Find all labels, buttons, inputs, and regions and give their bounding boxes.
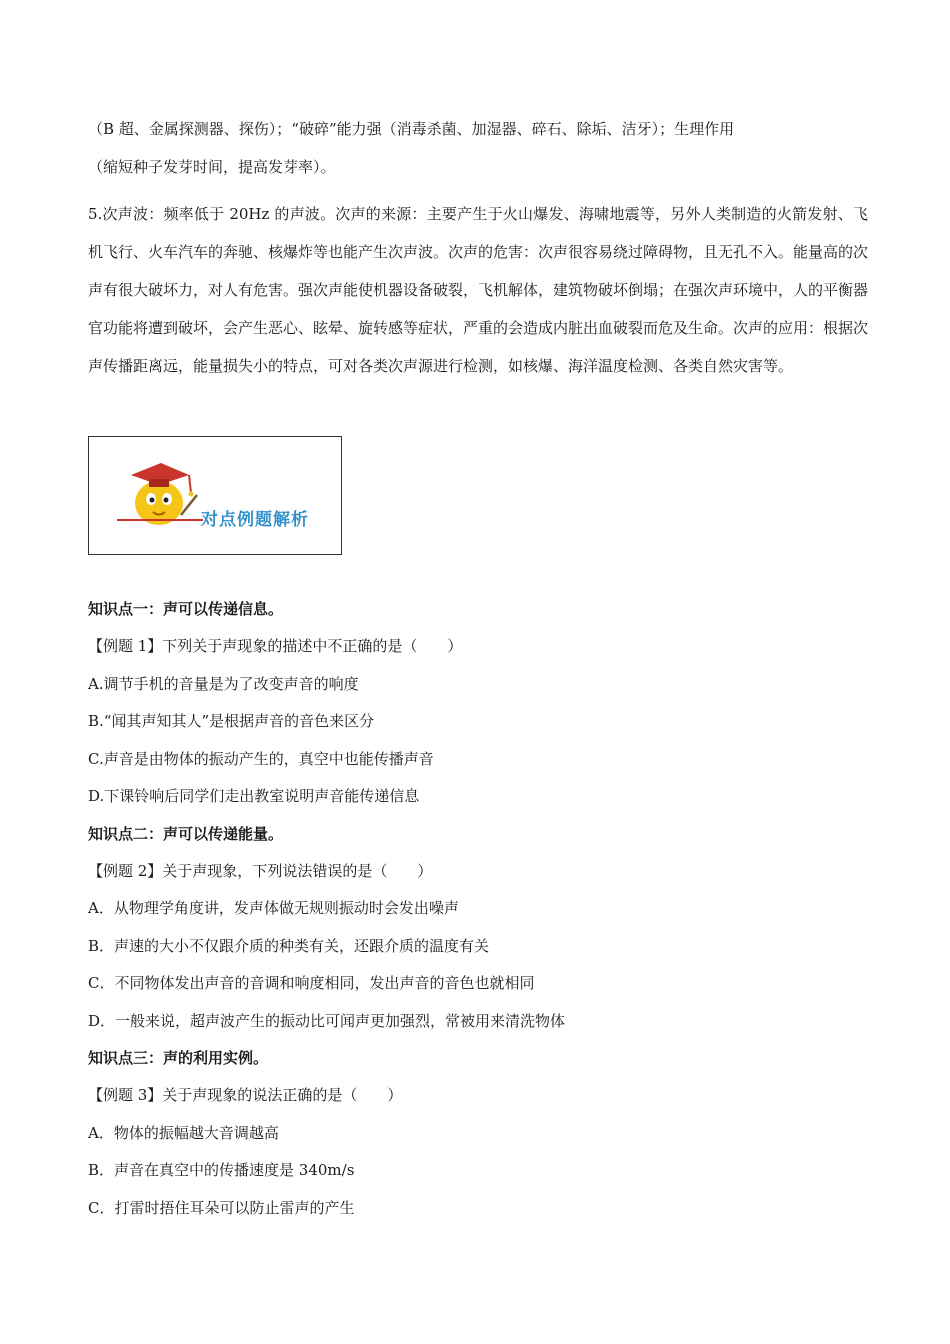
section-2-heading: 知识点二：声可以传递能量。 [88, 825, 284, 843]
example-3-option-b: B．声音在真空中的传播速度是 340m/s [88, 1161, 355, 1179]
example-3-question: 【例题 3】关于声现象的说法正确的是（ ） [88, 1086, 403, 1104]
example-2-option-b: B．声速的大小不仅跟介质的种类有关，还跟介质的温度有关 [88, 937, 490, 955]
example-banner [88, 436, 342, 555]
intro-line-1: （B 超、金属探测器、探伤）；“破碎”能力强（消毒杀菌、加湿器、碎石、除垢、洁牙）；生理作用 [88, 120, 735, 138]
example-2-option-a: A．从物理学角度讲，发声体做无规则振动时会发出噪声 [88, 899, 459, 917]
example-1-option-d: D.下课铃响后同学们走出教室说明声音能传递信息 [88, 787, 420, 805]
example-3-option-a: A．物体的振幅越大音调越高 [88, 1124, 279, 1142]
example-3-option-c: C．打雷时捂住耳朵可以防止雷声的产生 [88, 1199, 355, 1217]
example-1-option-b: B.“闻其声知其人”是根据声音的音色来区分 [88, 712, 375, 730]
example-2-option-c: C．不同物体发出声音的音调和响度相同，发出声音的音色也就相同 [88, 974, 535, 992]
example-2-option-d: D．一般来说，超声波产生的振动比可闻声更加强烈，常被用来清洗物体 [88, 1012, 566, 1030]
banner-title: 对点例题解析 [201, 510, 309, 530]
banner-underline [117, 519, 203, 521]
example-2-question: 【例题 2】关于声现象，下列说法错误的是（ ） [88, 862, 433, 880]
mascot-icon [109, 445, 219, 545]
example-1-question: 【例题 1】下列关于声现象的描述中不正确的是（ ） [88, 637, 463, 655]
example-1-option-c: C.声音是由物体的振动产生的，真空中也能传播声音 [88, 750, 434, 768]
section-3-heading: 知识点三：声的利用实例。 [88, 1049, 269, 1067]
section-1-heading: 知识点一：声可以传递信息。 [88, 600, 284, 618]
paragraph-5-infrasound: 5.次声波：频率低于 20Hz 的声波。次声的来源：主要产生于火山爆发、海啸地震等，另外人类制造的火箭发射、飞机飞行、火车汽车的奔驰、核爆炸等也能产生次声波。次声的危害：次声很容易绕过障碍物，且无孔不入。能量高的次声有很大破坏力，对人有危害。强次声能使机器设备破裂，飞机解体，建筑物破坏倒塌；在强次声环境中，人的平衡器官功能将遭到破坏，会产生恶心、眩晕、旋转感等症状，严重的会造成内脏出血破裂而危及生命。次声的应用：根据次声传播距离远，能量损失小的特点，可对各类次声源进行检测，如核爆、海洋温度检测、各类自然灾害等。 [88, 205, 869, 375]
intro-line-2: （缩短种子发芽时间，提高发芽率）。 [88, 158, 336, 176]
example-1-option-a: A.调节手机的音量是为了改变声音的响度 [88, 675, 359, 693]
